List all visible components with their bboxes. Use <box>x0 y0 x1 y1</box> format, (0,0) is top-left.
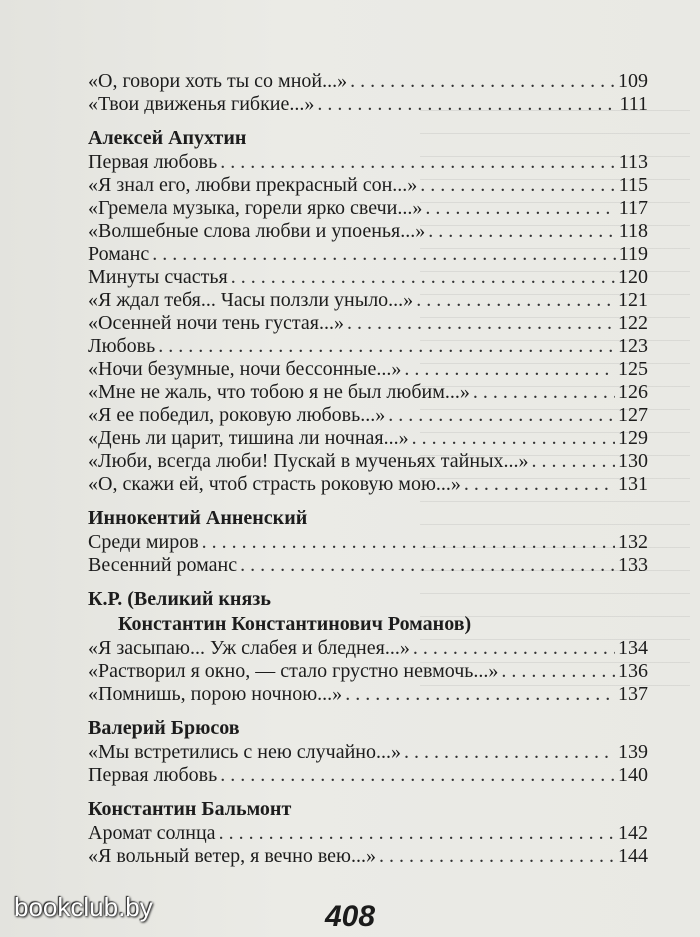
entry-title: «Растворил я окно, — стало грустно невмочь...» <box>88 660 499 682</box>
dot-leader <box>231 266 615 289</box>
author-heading: Валерий Брюсов <box>88 717 240 739</box>
entry-page: 126 <box>618 381 648 403</box>
toc-section <box>88 126 648 496</box>
entry-page: 132 <box>618 531 648 553</box>
dot-leader <box>379 845 615 868</box>
dot-leader <box>464 473 615 496</box>
entry-page: 109 <box>618 70 648 92</box>
toc-entry <box>88 70 648 93</box>
entry-title: Аромат солнца <box>88 822 216 844</box>
entry-page: 117 <box>618 197 648 219</box>
dot-leader <box>350 70 615 93</box>
toc-entry <box>88 404 648 427</box>
table-of-contents <box>88 70 648 868</box>
toc-section <box>88 797 648 868</box>
entry-page: 113 <box>618 151 648 173</box>
toc-entry <box>88 764 648 787</box>
dot-leader <box>425 197 615 220</box>
dot-leader <box>428 220 615 243</box>
toc-entry <box>88 197 648 220</box>
entry-page: 127 <box>618 404 648 426</box>
entry-page: 140 <box>618 764 648 786</box>
toc-entry <box>88 174 648 197</box>
toc-entry <box>88 531 648 554</box>
toc-entry <box>88 266 648 289</box>
toc-entry <box>88 660 648 683</box>
toc-entry <box>88 243 648 266</box>
dot-leader <box>412 427 615 450</box>
entry-title: Любовь <box>88 335 156 357</box>
author-heading: К.Р. (Великий князь <box>88 588 271 610</box>
dot-leader <box>317 93 616 116</box>
dot-leader <box>404 741 615 764</box>
entry-title: «День ли царит, тишина ли ночная...» <box>88 427 409 449</box>
entry-page: 115 <box>618 174 648 196</box>
dot-leader <box>404 358 615 381</box>
entry-title: «Ночи безумные, ночи бессонные...» <box>88 358 402 380</box>
entry-title: Минуты счастья <box>88 266 228 288</box>
author-heading: Иннокентий Анненский <box>88 507 308 529</box>
author-heading: Константин Бальмонт <box>88 798 292 820</box>
toc-entry <box>88 220 648 243</box>
entry-page: 137 <box>618 683 648 705</box>
entry-title: Первая любовь <box>88 764 218 786</box>
toc-entry <box>88 473 648 496</box>
entry-page: 131 <box>618 473 648 495</box>
watermark-logo: bookclub.by <box>14 892 153 922</box>
dot-leader <box>420 174 615 197</box>
dot-leader <box>158 335 615 358</box>
entry-title: «Мы встретились с нею случайно...» <box>88 741 402 763</box>
entry-page: 122 <box>618 312 648 334</box>
entry-title: «Люби, всегда люби! Пускай в мученьях тайных...» <box>88 450 529 472</box>
toc-entry <box>88 312 648 335</box>
entry-title: «О, скажи ей, чтоб страсть роковую мою...» <box>88 473 461 495</box>
entry-page: 125 <box>618 358 648 380</box>
entry-title: «Помнишь, порою ночною...» <box>88 683 343 705</box>
toc-entry <box>88 637 648 660</box>
dot-leader <box>473 381 615 404</box>
toc-entry <box>88 554 648 577</box>
entry-page: 142 <box>618 822 648 844</box>
dot-leader <box>240 554 615 577</box>
dot-leader <box>152 243 616 266</box>
entry-page: 118 <box>618 220 648 242</box>
entry-title: «Я знал его, любви прекрасный сон...» <box>88 174 418 196</box>
toc-entry <box>88 822 648 845</box>
author-heading-continued: Константин Константинович Романов) <box>118 613 472 635</box>
toc-entry <box>88 450 648 473</box>
toc-entry <box>88 741 648 764</box>
entry-title: Романс <box>88 243 150 265</box>
entry-page: 129 <box>618 427 648 449</box>
toc-section <box>88 506 648 577</box>
entry-title: Первая любовь <box>88 151 218 173</box>
entry-title: «Мне не жаль, что тобою я не был любим...» <box>88 381 470 403</box>
entry-title: «Я ждал тебя... Часы ползли уныло...» <box>88 289 414 311</box>
dot-leader <box>501 660 615 683</box>
entry-page: 136 <box>618 660 648 682</box>
author-heading: Алексей Апухтин <box>88 127 247 149</box>
toc-entry <box>88 845 648 868</box>
entry-title: «Я засыпаю... Уж слабея и бледнея...» <box>88 637 410 659</box>
entry-page: 134 <box>618 637 648 659</box>
page-number: 408 <box>324 900 376 933</box>
entry-page: 130 <box>618 450 648 472</box>
toc-entry <box>88 358 648 381</box>
toc-entry <box>88 683 648 706</box>
dot-leader <box>532 450 615 473</box>
toc-entry <box>88 93 648 116</box>
dot-leader <box>416 289 615 312</box>
entry-title: «Гремела музыка, горели ярко свечи...» <box>88 197 423 219</box>
toc-entry <box>88 381 648 404</box>
entry-title: Среди миров <box>88 531 199 553</box>
dot-leader <box>202 531 615 554</box>
toc-section <box>88 587 648 706</box>
entry-page: 144 <box>618 845 648 867</box>
toc-entry <box>88 289 648 312</box>
entry-title: «Я ее победил, роковую любовь...» <box>88 404 386 426</box>
entry-page: 139 <box>618 741 648 763</box>
dot-leader <box>220 151 615 174</box>
entry-title: «Твои движенья гибкие...» <box>88 93 315 115</box>
toc-section <box>88 716 648 787</box>
dot-leader <box>413 637 615 660</box>
entry-page: 119 <box>618 243 648 265</box>
entry-title: «Я вольный ветер, я вечно вею...» <box>88 845 376 867</box>
entry-title: Весенний романс <box>88 554 238 576</box>
toc-entry <box>88 151 648 174</box>
toc-entry <box>88 427 648 450</box>
entry-page: 133 <box>618 554 648 576</box>
dot-leader <box>388 404 615 427</box>
toc-entry <box>88 335 648 358</box>
dot-leader <box>345 683 615 706</box>
dot-leader <box>220 764 615 787</box>
entry-title: «Волшебные слова любви и упоенья...» <box>88 220 426 242</box>
toc-section <box>88 70 648 116</box>
entry-title: «Осенней ночи тень густая...» <box>88 312 344 334</box>
entry-page: 111 <box>619 93 648 115</box>
dot-leader <box>219 822 615 845</box>
entry-page: 123 <box>618 335 648 357</box>
entry-page: 120 <box>618 266 648 288</box>
entry-page: 121 <box>618 289 648 311</box>
dot-leader <box>347 312 615 335</box>
entry-title: «О, говори хоть ты со мной...» <box>88 70 348 92</box>
